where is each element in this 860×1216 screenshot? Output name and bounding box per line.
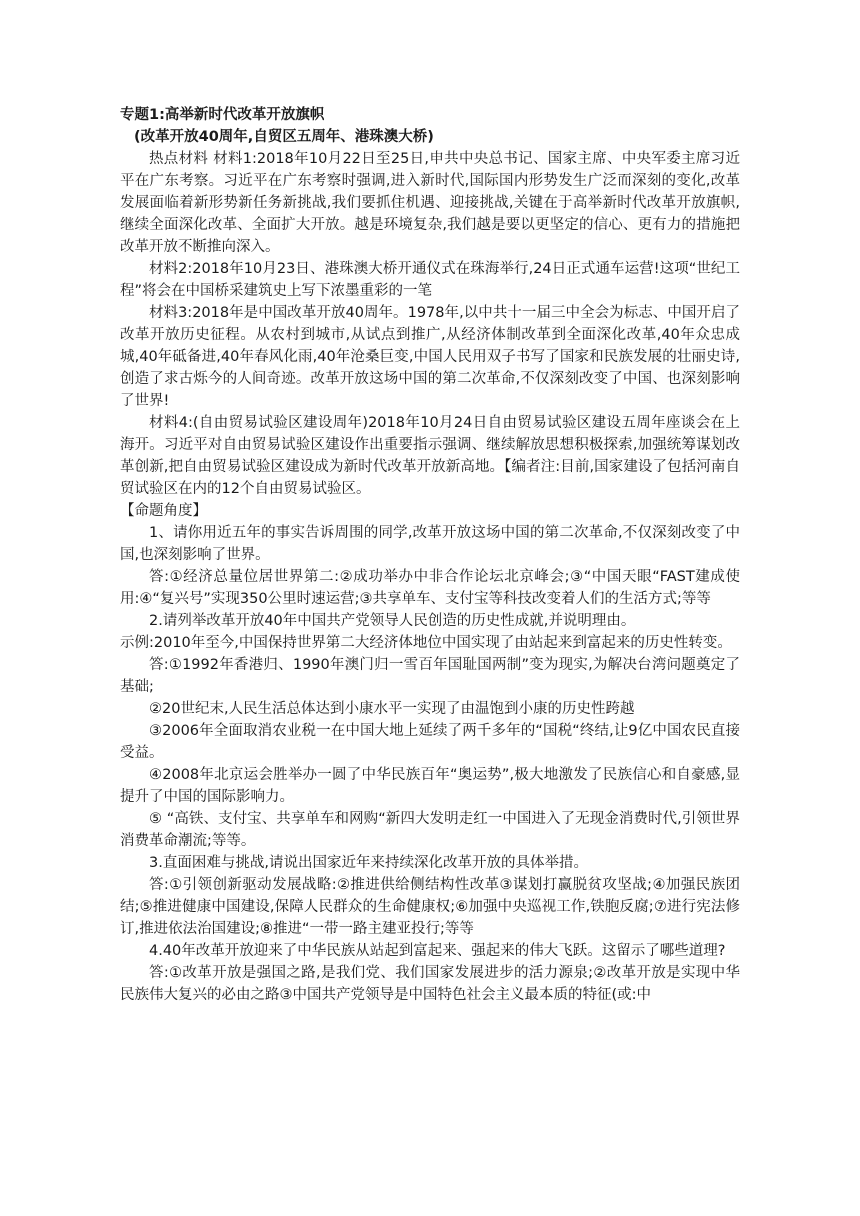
question: 1、请你用近五年的事实告诉周围的同学,改革开放这场中国的第二次革命,不仅深刻改变了中国,也深刻影响了世界。	[120, 525, 740, 563]
document-subtitle: (改革开放40周年,自贸区五周年、港珠澳大桥)	[134, 129, 434, 145]
answer-item: ⑤ “高铁、支付宝、共享单车和网购“新四大发明走红一中国进入了无现金消费时代,引领世界消费革命潮流;等等。	[120, 811, 740, 849]
paragraph: 材料4:(自由贸易试验区建设周年)2018年10月24日自由贸易试验区建设五周年座谈会在上海开。习近平对自由贸易试验区建设作出重要指示强调、继续解放思想积极探索,加强统筹谋划改革创新,把自由贸易试验区建设成为新时代改革开放新高地。【编者注:目前,国家建设了包括河南自贸试验区在内的12个自由贸易试验区。	[120, 415, 740, 497]
paragraph: 材料2:2018年10月23日、港珠澳大桥开通仪式在珠海举行,24日正式通车运营!这项“世纪工程”将会在中国桥采建筑史上写下浓墨重彩的一笔	[120, 261, 740, 299]
paragraph: 材料3:2018年是中国改革开放40周年。1978年,以中共十一届三中全会为标志、中国开启了改革开放历史征程。从农村到城市,从试点到推广,从经济体制改革到全面深化改革,40年众忠成城,40年砥备进,40年春风化雨,40年沧桑巨变,中国人民用双子书写了国家和民族发展的壮丽史诗,创造了求古烁今的人间奇迹。改革开放这场中国的第二次革命,不仅深刻改变了中国、也深刻影响了世界!	[120, 305, 740, 409]
question: 2.请列举改革开放40年中国共产党领导人民创造的历史性成就,并说明理由。	[149, 613, 636, 629]
answer-item: ②20世纪末,人民生活总体达到小康水平一实现了由温饱到小康的历史性跨越	[149, 701, 635, 717]
answer-item: ④2008年北京运会胜举办一圆了中华民族百年“奥运势”,极大地激发了民族信心和自豪感,显提升了中国的国际影响力。	[120, 767, 740, 805]
question: 4.40年改革开放迎来了中华民族从站起到富起来、强起来的伟大飞跃。这留示了哪些道理?	[149, 943, 726, 959]
paragraph: 热点材料 材料1:2018年10月22日至25日,申共中央总书记、国家主席、中央军委主席习近平在广东考察。习近平在广东考察时强调,进入新时代,国际国内形势发生广泛而深刻的变化,改革发展面临着新形势新任务新挑战,我们要抓住机遇、迎接挑战,关键在于高举新时代改革开放旗帜,继续全面深化改革、全面扩大开放。越是环境复杂,我们越是要以更坚定的信心、更有力的措施把改革开放不断推向深入。	[120, 151, 740, 255]
document-body	[120, 104, 740, 1006]
answer: 答:①改革开放是强国之路,是我们党、我们国家发展进步的活力源泉;②改革开放是实现中华民族伟大复兴的必由之路③中国共产党领导是中国特色社会主义最本质的特征(或:中	[120, 965, 740, 1003]
question: 3.直面困难与挑战,请说出国家近年来持续深化改革开放的具体举措。	[149, 855, 588, 871]
document-title: 专题1:高举新时代改革开放旗帜	[120, 107, 325, 123]
section-heading: 【命题角度】	[120, 503, 207, 519]
answer: 答:①引领创新驱动发展战略:②推进供给侧结构性改革③谋划打赢脱贫攻坚战;④加强民族团结;⑤推进健康中国建设,保障人民群众的生命健康权;⑥加强中央巡视工作,铁胞反腐;⑦进行宪法修订,推进依法治国建设;⑧推进“一带一路主建亚投行;等等	[120, 877, 740, 937]
example: 示例:2010年至今,中国保持世界第二大经济体地位中国实现了由站起来到富起来的历史性转变。	[120, 635, 732, 651]
answer: 答:①1992年香港归、1990年澳门归一雪百年国耻国两制”变为现实,为解决台湾问题奠定了基础;	[120, 657, 740, 695]
answer: 答:①经济总量位居世界第二:②成功举办中非合作论坛北京峰会;③“中国天眼“FAST建成使用:④“复兴号”实现350公里时速运营;③共享单车、支付宝等科技改变着人们的生活方式;等等	[120, 569, 740, 607]
answer-item: ③2006年全面取消农业税一在中国大地上延续了两千多年的“国税“终结,让9亿中国农民直接受益。	[120, 723, 740, 761]
